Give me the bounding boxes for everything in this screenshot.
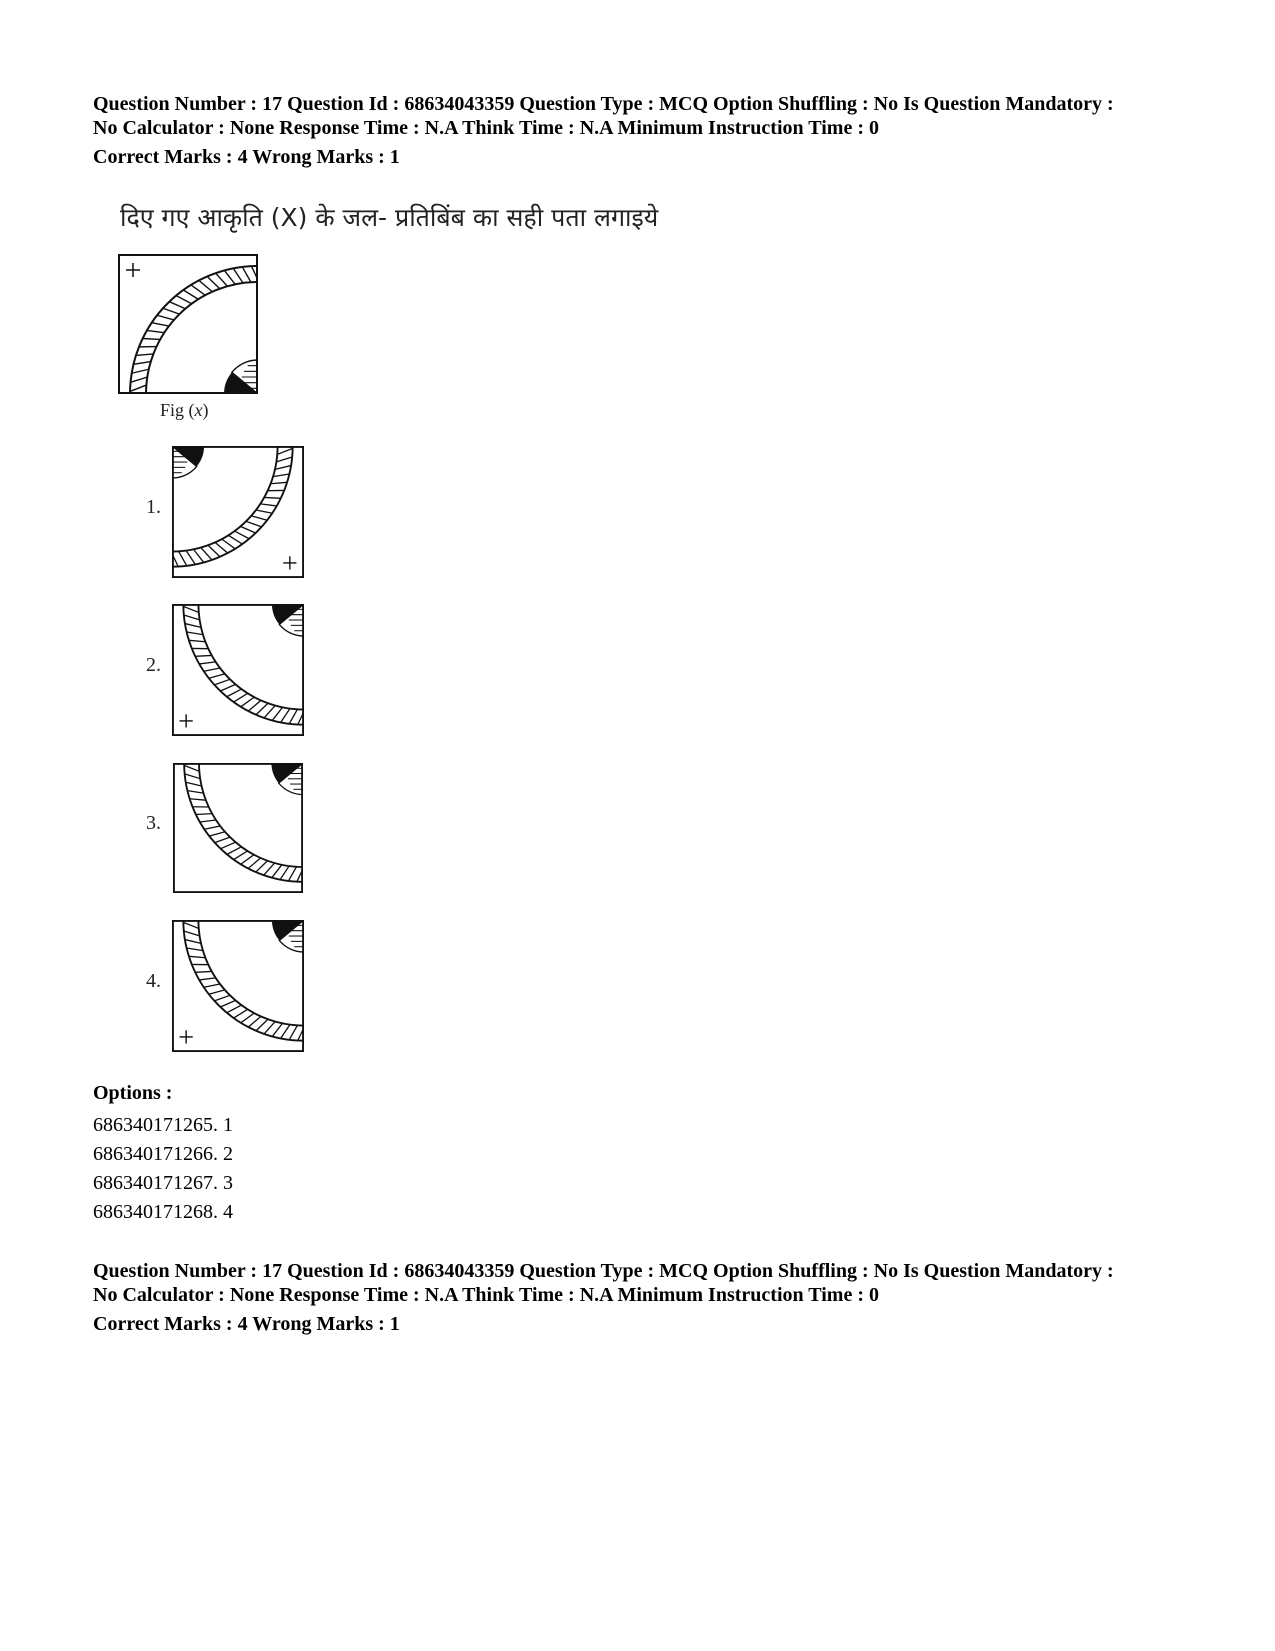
figure-caption	[160, 400, 209, 421]
option-item: 686340171268. 4	[93, 1201, 233, 1223]
metadata-marks-line: Correct Marks : 4 Wrong Marks : 1	[93, 146, 400, 168]
metadata-marks-line: Correct Marks : 4 Wrong Marks : 1	[93, 1313, 400, 1335]
figure-caption-var: x	[194, 400, 203, 420]
option-item: 686340171267. 3	[93, 1172, 233, 1194]
figure-caption-suffix: )	[202, 400, 209, 420]
question-metadata	[93, 92, 1114, 169]
figure-caption-prefix: Fig (	[160, 400, 195, 420]
option-item: 686340171266. 2	[93, 1143, 233, 1165]
options-label: Options :	[93, 1082, 173, 1104]
option-item: 686340171265. 1	[93, 1114, 233, 1136]
metadata-line-2: No Calculator : None Response Time : N.A Think Time : N.A Minimum Instruction Time : 0	[93, 1284, 879, 1306]
answer-figure-3	[173, 763, 303, 893]
metadata-line-1: Question Number : 17 Question Id : 68634043359 Question Type : MCQ Option Shuffling : No Is Question Mandatory :	[93, 93, 1114, 115]
options-list	[93, 1111, 233, 1227]
answer-figure-label-3: 3.	[146, 812, 161, 834]
question-metadata-footer	[93, 1259, 1114, 1336]
metadata-line-2: No Calculator : None Response Time : N.A Think Time : N.A Minimum Instruction Time : 0	[93, 117, 879, 139]
metadata-line-1: Question Number : 17 Question Id : 68634043359 Question Type : MCQ Option Shuffling : No Is Question Mandatory :	[93, 1260, 1114, 1282]
answer-figure-label-2: 2.	[146, 654, 161, 676]
question-prompt: दिए गए आकृति (X) के जल- प्रतिबिंब का सही पता लगाइये	[120, 203, 659, 232]
question-figure-x	[118, 254, 258, 394]
answer-figure-4	[172, 920, 304, 1052]
answer-figure-label-4: 4.	[146, 970, 161, 992]
answer-figure-1	[172, 446, 304, 578]
answer-figure-2	[172, 604, 304, 736]
answer-figure-label-1: 1.	[146, 496, 161, 518]
